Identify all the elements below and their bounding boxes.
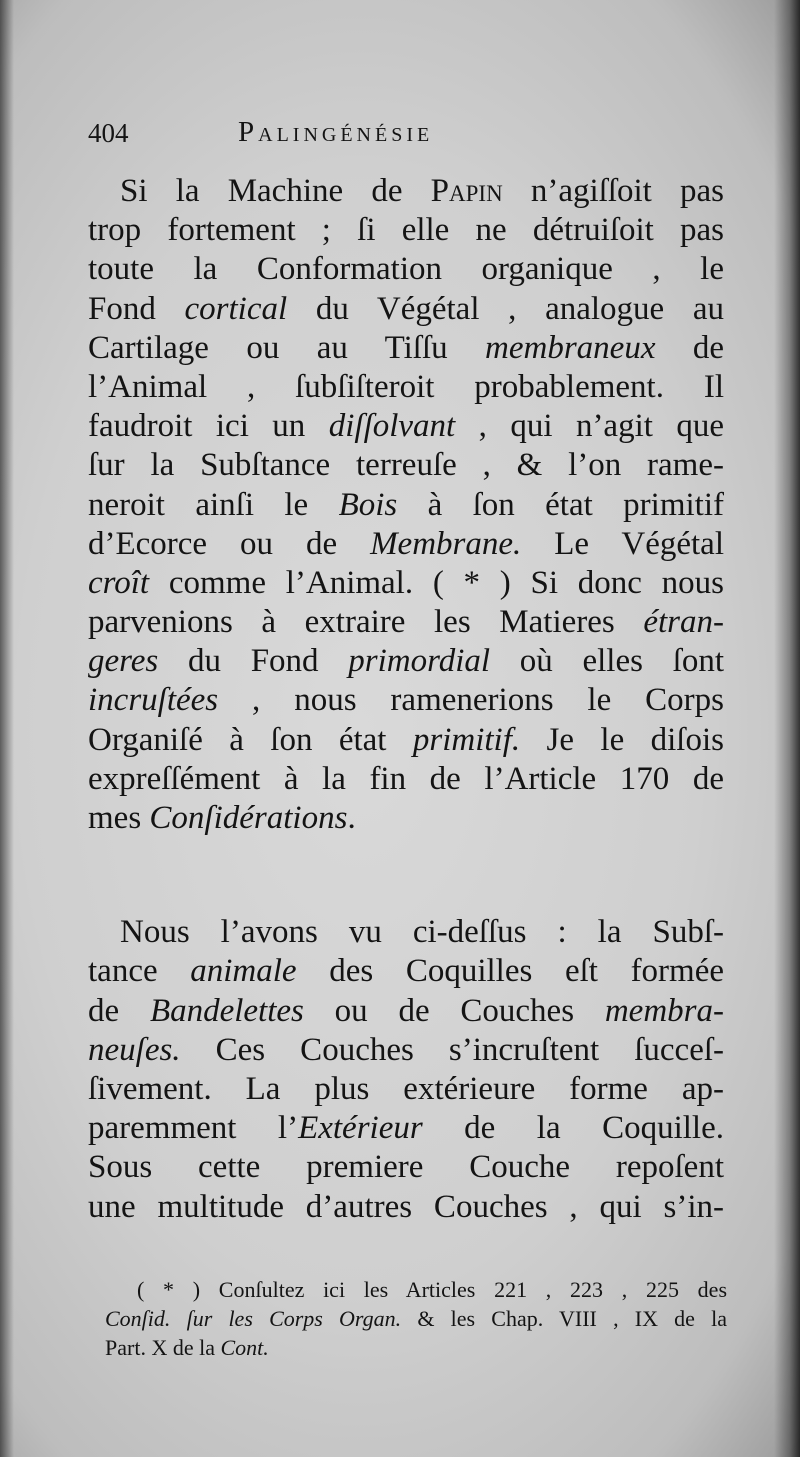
text-line: ſur la Subſtance terreuſe , & l’on rame- xyxy=(88,447,724,484)
text-line: croît comme l’Animal. ( * ) Si donc nous xyxy=(88,564,724,601)
page-number: 404 xyxy=(88,118,129,148)
text-line: Cartilage ou au Tiſſu membraneux de xyxy=(88,329,724,366)
text-line: neroit ainſi le Bois à ſon état primitif xyxy=(88,486,724,523)
footnote-line: Conſid. ſur les Corps Organ. & les Chap. VIII , IX de la xyxy=(105,1306,727,1331)
text-line: trop fortement ; ſi elle ne détruiſoit pas xyxy=(88,212,724,249)
text-line: mes Conſidérations. xyxy=(88,800,356,836)
text-line: Organiſé à ſon état primitif. Je le diſois xyxy=(88,721,724,758)
text-line: Nous l’avons vu ci-deſſus : la Subſ- xyxy=(120,914,724,951)
footnote-line: Part. X de la Cont. xyxy=(105,1335,269,1360)
text-line: parvenions à extraire les Matieres étran- xyxy=(88,604,724,641)
text-line: faudroit ici un diſſolvant , qui n’agit que xyxy=(88,408,724,445)
main-text xyxy=(88,172,724,1227)
text-line: Fond cortical du Végétal , analogue au xyxy=(88,290,724,327)
text-line: d’Ecorce ou de Membrane. Le Végétal xyxy=(88,525,724,562)
text-line: une multitude d’autres Couches , qui s’in- xyxy=(88,1188,724,1225)
text-line: tance animale des Coquilles eſt formée xyxy=(88,953,725,990)
text-line: ſivement. La plus extérieure forme ap- xyxy=(88,1070,724,1107)
text-line: expreſſément à la fin de l’Article 170 de xyxy=(88,760,724,797)
text-line: incruſtées , nous ramenerions le Corps xyxy=(88,682,724,719)
running-title: Palingénésie xyxy=(238,116,434,148)
text-line: toute la Conformation organique , le xyxy=(88,251,724,288)
paragraph-gap xyxy=(88,838,724,913)
page-header xyxy=(88,112,728,152)
text-line: paremment l’Extérieur de la Coquille. xyxy=(88,1110,724,1147)
footnote-line: ( * ) Conſultez ici les Articles 221 , 223 , 225 des xyxy=(137,1277,727,1302)
text-line: Sous cette premiere Couche repoſent xyxy=(88,1149,724,1186)
author-name-papin: Papin xyxy=(430,173,503,209)
text-line: neuſes. Ces Couches s’incruſtent ſucceſ- xyxy=(88,1031,724,1068)
text-line: l’Animal , ſubſiſteroit probablement. Il xyxy=(88,368,724,405)
text-line: de Bandelettes ou de Couches membra- xyxy=(88,992,724,1029)
text-line: Si la Machine de Papin n’agiſſoit pas xyxy=(120,173,725,209)
text-line: geres du Fond primordial où elles ſont xyxy=(88,643,725,680)
footnote xyxy=(105,1275,727,1362)
